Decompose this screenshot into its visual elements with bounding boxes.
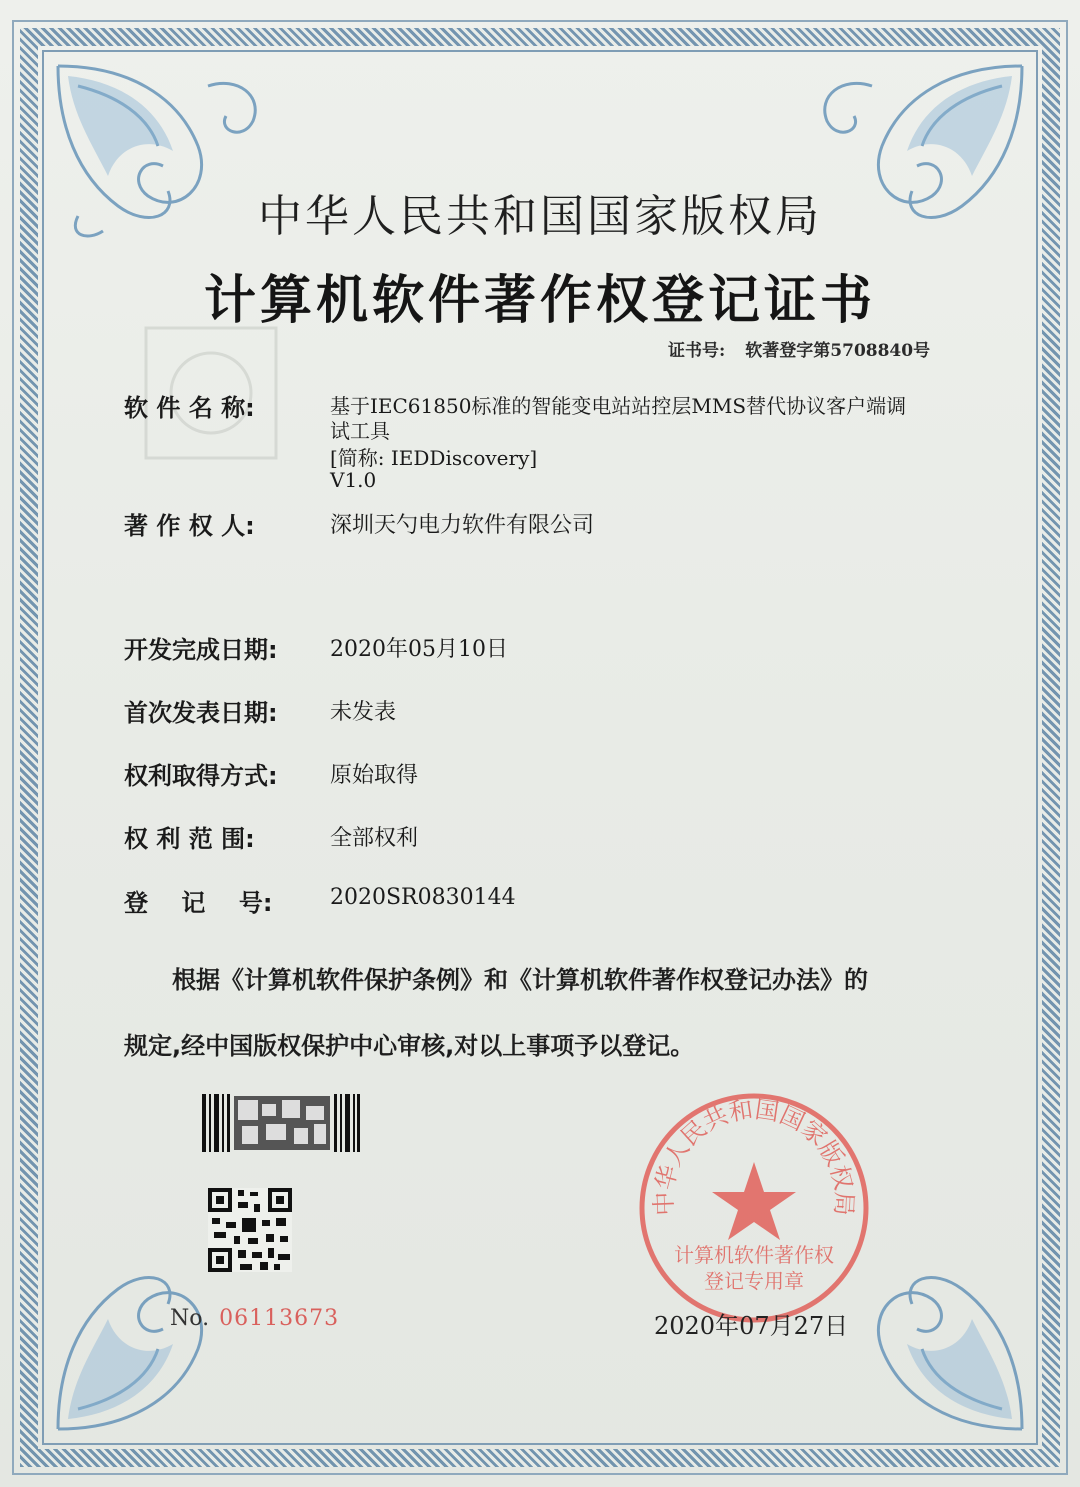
serial-value: 06113673: [219, 1306, 340, 1331]
seal-ring-text: 中华人民共和国国家版权局: [649, 1095, 859, 1217]
issue-date: 2020年07月27日: [654, 1312, 849, 1340]
owner-value: 深圳天勺电力软件有限公司: [330, 513, 595, 538]
owner-label: 著 作 权 人:: [124, 512, 255, 540]
official-seal: [636, 1090, 872, 1326]
serial-label: No.: [170, 1306, 210, 1331]
seal-star-icon: [712, 1162, 796, 1240]
dev-date-label: 开发完成日期:: [124, 636, 278, 664]
software-version: V1.0: [330, 468, 377, 492]
publish-date-value: 未发表: [330, 700, 397, 725]
publish-date-label: 首次发表日期:: [124, 699, 278, 727]
software-name-label: 软 件 名 称:: [124, 394, 255, 422]
certificate-title: 计算机软件著作权登记证书: [203, 271, 876, 331]
registration-number-label: 登 记 号:: [124, 889, 273, 917]
scope-label: 权 利 范 围:: [124, 825, 255, 853]
corner-ornament-bottom-left: [48, 1249, 278, 1439]
certificate-number-value: 软著登字第5708840号: [745, 341, 931, 361]
software-name-line2: 试工具: [330, 419, 390, 443]
statement-line1: 根据《计算机软件保护条例》和《计算机软件著作权登记办法》的: [172, 966, 868, 994]
authority-title: 中华人民共和国国家版权局: [258, 191, 822, 242]
seal-center-line2: 登记专用章: [704, 1269, 804, 1293]
certificate-number: [668, 336, 930, 361]
scope-value: 全部权利: [330, 826, 419, 851]
software-name-short: [简称: IEDDiscovery]: [330, 446, 538, 470]
registration-number-value: 2020SR0830144: [330, 885, 516, 910]
serial-number: [170, 1306, 339, 1331]
statement-line2: 规定,经中国版权保护中心审核,对以上事项予以登记。: [124, 1032, 695, 1060]
barcode: [202, 1094, 360, 1152]
acquire-value: 原始取得: [330, 763, 419, 788]
qr-code: [208, 1188, 292, 1272]
seal-center-line1: 计算机软件著作权: [674, 1243, 834, 1267]
acquire-label: 权利取得方式:: [124, 762, 278, 790]
dev-date-value: 2020年05月10日: [330, 637, 508, 662]
software-name-line1: 基于IEC61850标准的智能变电站站控层MMS替代协议客户端调: [330, 394, 907, 418]
certificate-number-label: 证书号:: [668, 341, 726, 361]
